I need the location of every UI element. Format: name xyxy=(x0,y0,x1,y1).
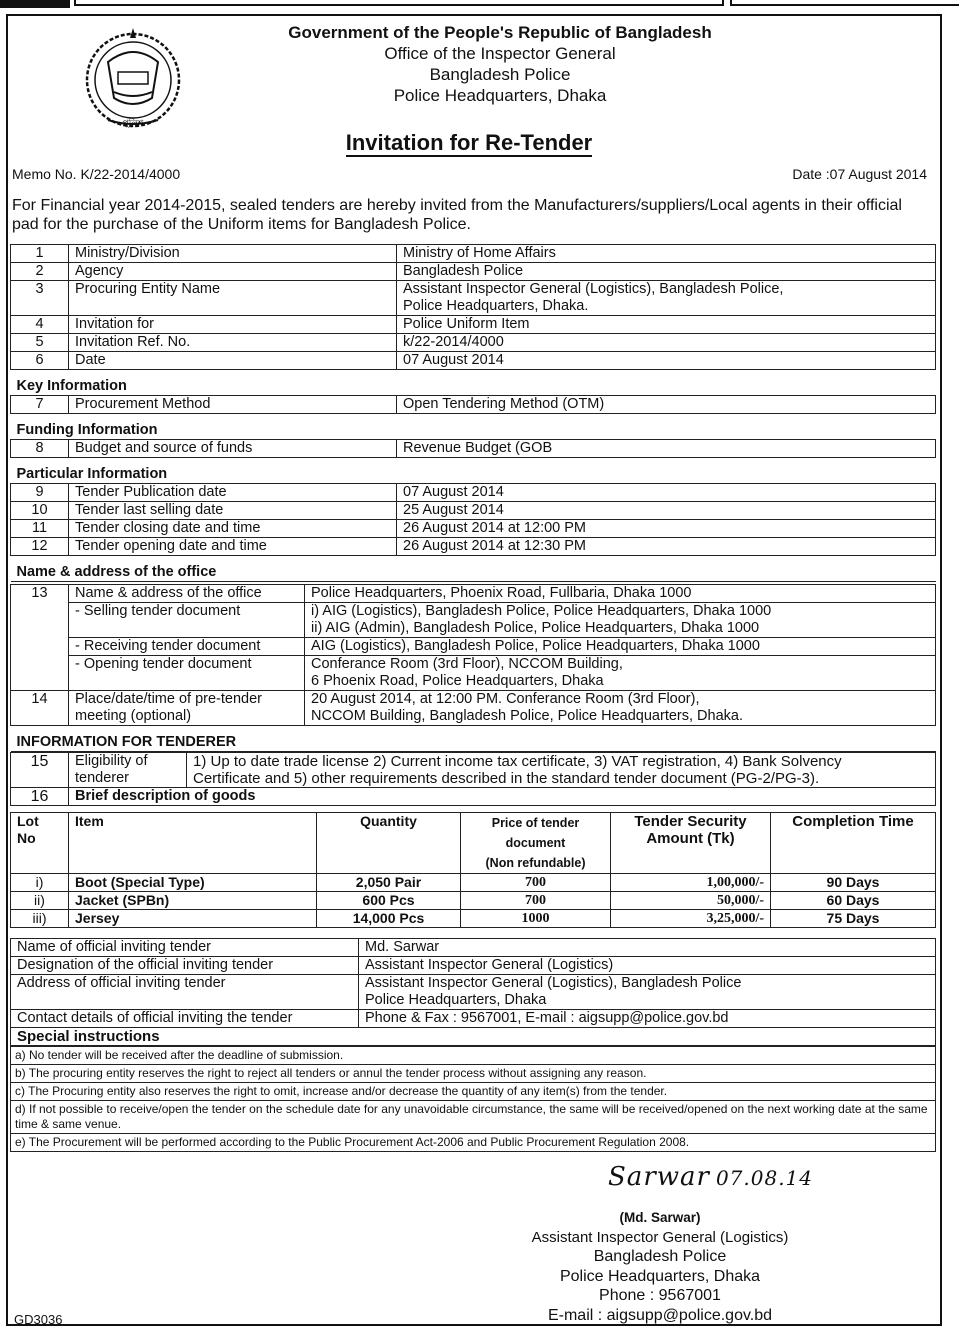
memo-number: Memo No. K/22-2014/4000 xyxy=(12,166,181,182)
letterhead xyxy=(200,22,800,106)
table-cell: Md. Sarwar xyxy=(359,939,936,957)
table-cell: a) No tender will be received after the deadline of submission. xyxy=(11,1047,936,1065)
office-name: Office of the Inspector General xyxy=(384,44,616,63)
table-cell: 07 August 2014 xyxy=(397,352,936,370)
table-cell: Price of tender document (Non refundable) xyxy=(461,813,611,874)
table-cell: Place/date/time of pre-tender meeting (optional) xyxy=(69,691,305,726)
table-cell: 15 xyxy=(11,753,69,788)
table-cell: Quantity xyxy=(317,813,461,874)
table-cell: 6 xyxy=(11,352,69,370)
table-cell: Particular Information xyxy=(11,458,936,484)
table-row xyxy=(11,440,936,458)
table-cell: 10 xyxy=(11,502,69,520)
table-cell: 90 Days xyxy=(771,874,936,892)
table-cell: - Opening tender document xyxy=(69,656,305,691)
list-item xyxy=(11,1101,936,1134)
table-cell: 07 August 2014 xyxy=(397,484,936,502)
table-row xyxy=(11,753,936,788)
table-cell: Assistant Inspector General (Logistics), Bangladesh Police Police Headquarters, Dhaka xyxy=(359,975,936,1010)
official-table xyxy=(10,938,936,1046)
section-heading xyxy=(11,414,936,440)
table-cell: 60 Days xyxy=(771,892,936,910)
table-row xyxy=(11,538,936,556)
table-row xyxy=(11,656,936,691)
table-cell: Invitation Ref. No. xyxy=(69,334,397,352)
table-cell: Designation of the official inviting tender xyxy=(11,957,359,975)
table-cell: Special instructions xyxy=(11,1028,936,1046)
table-cell: Tender closing date and time xyxy=(69,520,397,538)
table-row xyxy=(11,281,936,316)
table-cell: Eligibility of tenderer xyxy=(69,753,187,788)
table-row xyxy=(11,245,936,263)
table-cell: Bangladesh Police xyxy=(397,263,936,281)
signature-block xyxy=(460,1162,860,1325)
table-cell: Jacket (SPBn) xyxy=(69,892,317,910)
signatory-name: (Md. Sarwar) xyxy=(619,1210,701,1225)
table-cell: Ministry/Division xyxy=(69,245,397,263)
section-heading xyxy=(11,458,936,484)
table-row xyxy=(11,939,936,957)
goods-table xyxy=(10,812,936,928)
table-cell: - Receiving tender document xyxy=(69,638,305,656)
table-cell: Jersey xyxy=(69,910,317,928)
section-heading xyxy=(11,1028,936,1046)
table-row xyxy=(11,874,936,892)
table-cell: 4 xyxy=(11,316,69,334)
table-row xyxy=(11,316,936,334)
table-cell: 5 xyxy=(11,334,69,352)
table-cell: e) The Procurement will be performed according to the Public Procurement Act-2006 and Public Procurement Regulation 2008. xyxy=(11,1134,936,1152)
table-cell: Brief description of goods xyxy=(69,788,936,806)
list-item xyxy=(11,1065,936,1083)
table-cell: 25 August 2014 xyxy=(397,502,936,520)
list-item xyxy=(11,1134,936,1152)
signatory-org: Bangladesh Police xyxy=(593,1248,727,1265)
table-cell: Key Information xyxy=(11,370,936,396)
table-cell: Procuring Entity Name xyxy=(69,281,397,316)
table-cell: Police Headquarters, Phoenix Road, Fullbaria, Dhaka 1000 xyxy=(305,585,936,603)
table-cell: Phone & Fax : 9567001, E-mail : aigsupp@police.gov.bd xyxy=(359,1010,936,1028)
table-cell: 600 Pcs xyxy=(317,892,461,910)
agency-name: Bangladesh Police xyxy=(429,65,571,84)
table-cell: Agency xyxy=(69,263,397,281)
table-cell: Address of official inviting tender xyxy=(11,975,359,1010)
table-cell: Police Uniform Item xyxy=(397,316,936,334)
handwritten-signature: Sarwar 07.08.14 xyxy=(608,1162,813,1192)
tender-info-table xyxy=(10,244,936,582)
table-cell: Invitation for xyxy=(69,316,397,334)
table-cell: Assistant Inspector General (Logistics), Bangladesh Police, Police Headquarters, Dhaka. xyxy=(397,281,936,316)
intro-paragraph: For Financial year 2014-2015, sealed tenders are hereby invited from the Manufacturers/suppliers/Local agents in their official pad for the purchase of the Uniform items for Bangladesh Police. xyxy=(12,197,902,233)
table-row xyxy=(11,975,936,1010)
table-cell: 700 xyxy=(461,874,611,892)
table-cell: 26 August 2014 at 12:30 PM xyxy=(397,538,936,556)
top-border xyxy=(0,0,959,8)
table-cell: 14 xyxy=(11,691,69,726)
table-cell: 2,050 Pair xyxy=(317,874,461,892)
table-cell: 1) Up to date trade license 2) Current income tax certificate, 3) VAT registration, 4) Bank Solvency Certificate and 5) other requirements described in the standard tender document (PG-2/PG-3). xyxy=(187,753,936,788)
table-cell: Open Tendering Method (OTM) xyxy=(397,396,936,414)
signatory-office: Police Headquarters, Dhaka xyxy=(559,1267,761,1285)
table-cell: Procurement Method xyxy=(69,396,397,414)
table-cell: Revenue Budget (GOB xyxy=(397,440,936,458)
table-cell: Name & address of the office xyxy=(69,585,305,603)
list-item xyxy=(11,1083,936,1101)
section-heading xyxy=(11,556,936,582)
table-row xyxy=(11,638,936,656)
special-instructions xyxy=(10,1046,936,1152)
table-cell: Name of official inviting tender xyxy=(11,939,359,957)
table-row xyxy=(11,788,936,806)
table-cell: ii) xyxy=(11,892,69,910)
table-row xyxy=(11,520,936,538)
signatory-designation: Assistant Inspector General (Logistics) xyxy=(531,1228,789,1246)
table-cell: i) AIG (Logistics), Bangladesh Police, Police Headquarters, Dhaka 1000 ii) AIG (Admin), Bangladesh Police, Police Headquarters, Dhaka 1000 xyxy=(305,603,936,638)
table-cell: i) xyxy=(11,874,69,892)
section-heading xyxy=(11,726,936,752)
table-cell: 2 xyxy=(11,263,69,281)
table-row xyxy=(11,352,936,370)
table-cell: k/22-2014/4000 xyxy=(397,334,936,352)
table-row xyxy=(11,263,936,281)
table-cell: 16 xyxy=(11,788,69,806)
table-cell: - Selling tender document xyxy=(69,603,305,638)
table-cell: 13 xyxy=(11,585,69,691)
table-cell: Ministry of Home Affairs xyxy=(397,245,936,263)
table-cell: Tender Publication date xyxy=(69,484,397,502)
table-cell: Conferance Room (3rd Floor), NCCOM Building, 6 Phoenix Road, Police Headquarters, Dhaka xyxy=(305,656,936,691)
table-cell: Lot No xyxy=(11,813,69,874)
notice-date: Date :07 August 2014 xyxy=(792,166,927,182)
table-cell: INFORMATION FOR TENDERER xyxy=(11,726,936,752)
table-cell: 1000 xyxy=(461,910,611,928)
table-cell: 1,00,000/- xyxy=(611,874,771,892)
table-cell: c) The Procuring entity also reserves the right to omit, increase and/or decrease the quantity of any item(s) from the tender. xyxy=(11,1083,936,1101)
table-cell: b) The procuring entity reserves the right to reject all tenders or annul the tender process without assigning any reason. xyxy=(11,1065,936,1083)
table-row xyxy=(11,502,936,520)
table-cell: Funding Information xyxy=(11,414,936,440)
table-cell: Item xyxy=(69,813,317,874)
table-cell: Budget and source of funds xyxy=(69,440,397,458)
table-cell: Date xyxy=(69,352,397,370)
table-cell: 12 xyxy=(11,538,69,556)
table-cell: Name & address of the office xyxy=(11,556,936,582)
table-cell: 3,25,000/- xyxy=(611,910,771,928)
table-cell: 11 xyxy=(11,520,69,538)
ad-code: GD3036 xyxy=(14,1312,63,1327)
table-cell: 75 Days xyxy=(771,910,936,928)
table-cell: Tender Security Amount (Tk) xyxy=(611,813,771,874)
table-cell: d) If not possible to receive/open the tender on the schedule date for any unavoidable circumstance, the same will be received/opened on the next working date at the same time & same venue. xyxy=(11,1101,936,1134)
table-cell: Completion Time xyxy=(771,813,936,874)
table-cell: 9 xyxy=(11,484,69,502)
table-row xyxy=(11,396,936,414)
table-cell: 700 xyxy=(461,892,611,910)
signatory-email: E-mail : aigsupp@police.gov.bd xyxy=(547,1306,773,1324)
notice-title: Invitation for Re-Tender xyxy=(345,130,593,155)
table-cell: 26 August 2014 at 12:00 PM xyxy=(397,520,936,538)
table-cell: 7 xyxy=(11,396,69,414)
table-cell: 8 xyxy=(11,440,69,458)
table-cell: Tender last selling date xyxy=(69,502,397,520)
table-row xyxy=(11,585,936,603)
table-cell: Assistant Inspector General (Logistics) xyxy=(359,957,936,975)
list-item xyxy=(11,1047,936,1065)
table-cell: Contact details of official inviting the tender xyxy=(11,1010,359,1028)
signatory-phone: Phone : 9567001 xyxy=(599,1287,721,1304)
table-row xyxy=(11,334,936,352)
police-seal-emblem xyxy=(78,22,188,132)
table-cell: Tender opening date and time xyxy=(69,538,397,556)
gov-name: Government of the People's Republic of Bangladesh xyxy=(288,23,712,42)
section-heading xyxy=(11,370,936,396)
table-row xyxy=(11,484,936,502)
table-cell: AIG (Logistics), Bangladesh Police, Police Headquarters, Dhaka 1000 xyxy=(305,638,936,656)
table-cell: 20 August 2014, at 12:00 PM. Conferance Room (3rd Floor), NCCOM Building, Bangladesh Police, Police Headquarters, Dhaka. xyxy=(305,691,936,726)
seal-text: পুলিশ xyxy=(122,119,144,129)
table-cell: 50,000/- xyxy=(611,892,771,910)
table-cell: 14,000 Pcs xyxy=(317,910,461,928)
eligibility-table xyxy=(10,752,936,806)
table-row xyxy=(11,957,936,975)
table-cell: 3 xyxy=(11,281,69,316)
table-row xyxy=(11,1010,936,1028)
table-cell: Boot (Special Type) xyxy=(69,874,317,892)
table-row xyxy=(11,910,936,928)
table-row xyxy=(11,892,936,910)
table-row xyxy=(11,691,936,726)
office-table xyxy=(10,584,936,752)
table-cell: 1 xyxy=(11,245,69,263)
hq-name: Police Headquarters, Dhaka xyxy=(393,86,607,105)
table-row xyxy=(11,603,936,638)
goods-header-row xyxy=(11,813,936,874)
table-cell: iii) xyxy=(11,910,69,928)
